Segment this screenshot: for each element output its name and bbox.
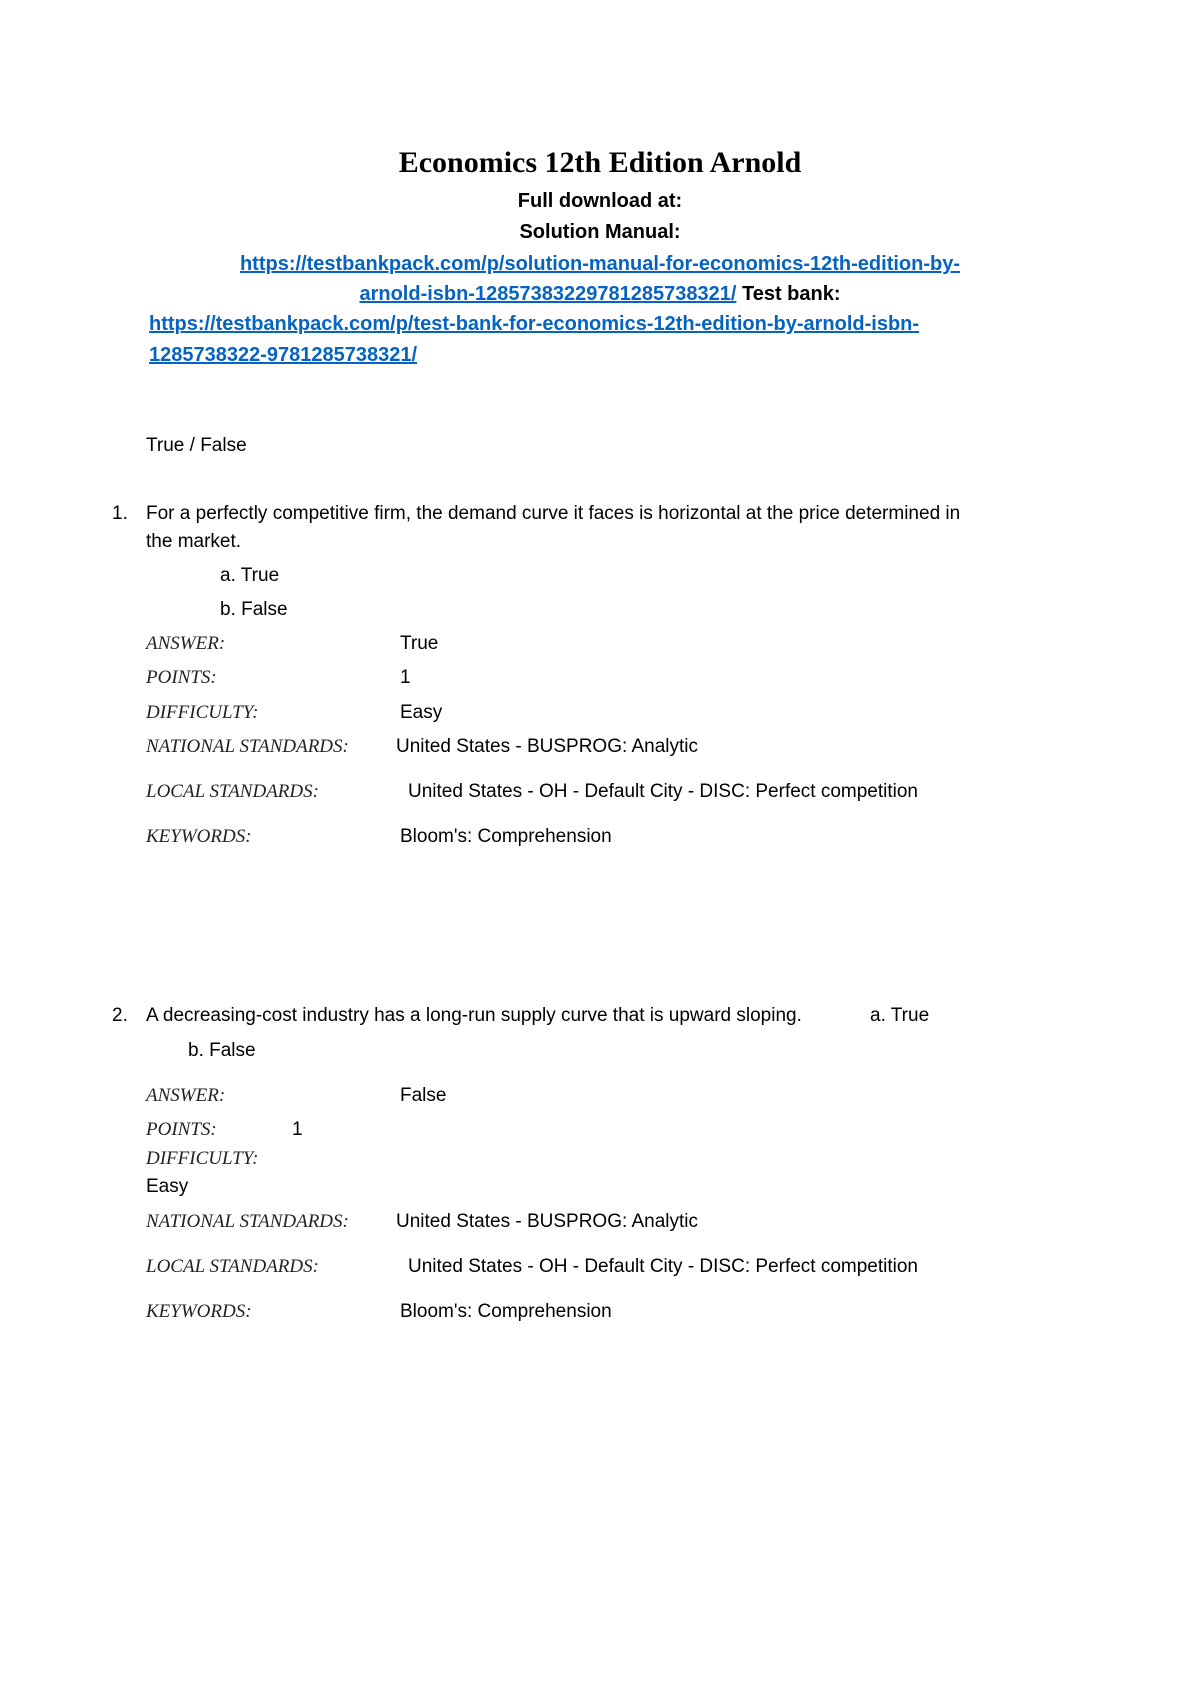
national-standards-value: United States - BUSPROG: Analytic bbox=[396, 736, 699, 757]
difficulty-value: Easy bbox=[146, 1176, 189, 1197]
points-value: 1 bbox=[292, 1119, 303, 1140]
national-standards-label: NATIONAL STANDARDS: bbox=[146, 1211, 349, 1232]
option-a: a. True bbox=[870, 1005, 930, 1026]
points-label: POINTS: bbox=[146, 667, 217, 688]
keywords-value: Bloom's: Comprehension bbox=[400, 1301, 612, 1322]
question-text-cont: the market. bbox=[146, 531, 242, 552]
section-heading: True / False bbox=[146, 435, 247, 456]
solution-manual-link-line1[interactable]: https://testbankpack.com/p/solution-manual-for-economics-12th-edition-by- bbox=[239, 253, 961, 275]
question-number: 2. bbox=[112, 1005, 128, 1026]
local-standards-value: United States - OH - Default City - DISC: Perfect competition bbox=[408, 1256, 919, 1277]
local-standards-value: United States - OH - Default City - DISC: Perfect competition bbox=[408, 781, 919, 802]
question-number: 1. bbox=[112, 503, 128, 524]
answer-value: False bbox=[400, 1085, 447, 1106]
full-download-label: Full download at: bbox=[517, 190, 683, 212]
solution-manual-link-line2[interactable]: arnold-isbn-12857383229781285738321/ bbox=[359, 283, 737, 305]
local-standards-label: LOCAL STANDARDS: bbox=[146, 1256, 319, 1277]
keywords-value: Bloom's: Comprehension bbox=[400, 826, 612, 847]
option-a: a. True bbox=[220, 565, 280, 586]
difficulty-value: Easy bbox=[400, 702, 443, 723]
document-title: Economics 12th Edition Arnold bbox=[398, 146, 802, 179]
difficulty-label: DIFFICULTY: bbox=[146, 1148, 259, 1169]
answer-label: ANSWER: bbox=[146, 633, 226, 654]
points-label: POINTS: bbox=[146, 1119, 217, 1140]
answer-label: ANSWER: bbox=[146, 1085, 226, 1106]
question-text: A decreasing-cost industry has a long-run supply curve that is upward sloping. bbox=[146, 1005, 802, 1026]
points-value: 1 bbox=[400, 667, 411, 688]
option-b: b. False bbox=[220, 599, 288, 620]
question-text: For a perfectly competitive firm, the demand curve it faces is horizontal at the price determined in bbox=[146, 503, 961, 524]
keywords-label: KEYWORDS: bbox=[146, 826, 252, 847]
keywords-label: KEYWORDS: bbox=[146, 1301, 252, 1322]
test-bank-link-line2[interactable]: 1285738322-9781285738321/ bbox=[149, 344, 418, 366]
local-standards-label: LOCAL STANDARDS: bbox=[146, 781, 319, 802]
national-standards-value: United States - BUSPROG: Analytic bbox=[396, 1211, 699, 1232]
solution-manual-label: Solution Manual: bbox=[519, 221, 681, 243]
test-bank-link-line1[interactable]: https://testbankpack.com/p/test-bank-for-economics-12th-edition-by-arnold-isbn- bbox=[149, 313, 920, 335]
difficulty-label: DIFFICULTY: bbox=[146, 702, 259, 723]
national-standards-label: NATIONAL STANDARDS: bbox=[146, 736, 349, 757]
option-b: b. False bbox=[188, 1040, 256, 1061]
test-bank-label: Test bank: bbox=[741, 283, 841, 305]
answer-value: True bbox=[400, 633, 439, 654]
